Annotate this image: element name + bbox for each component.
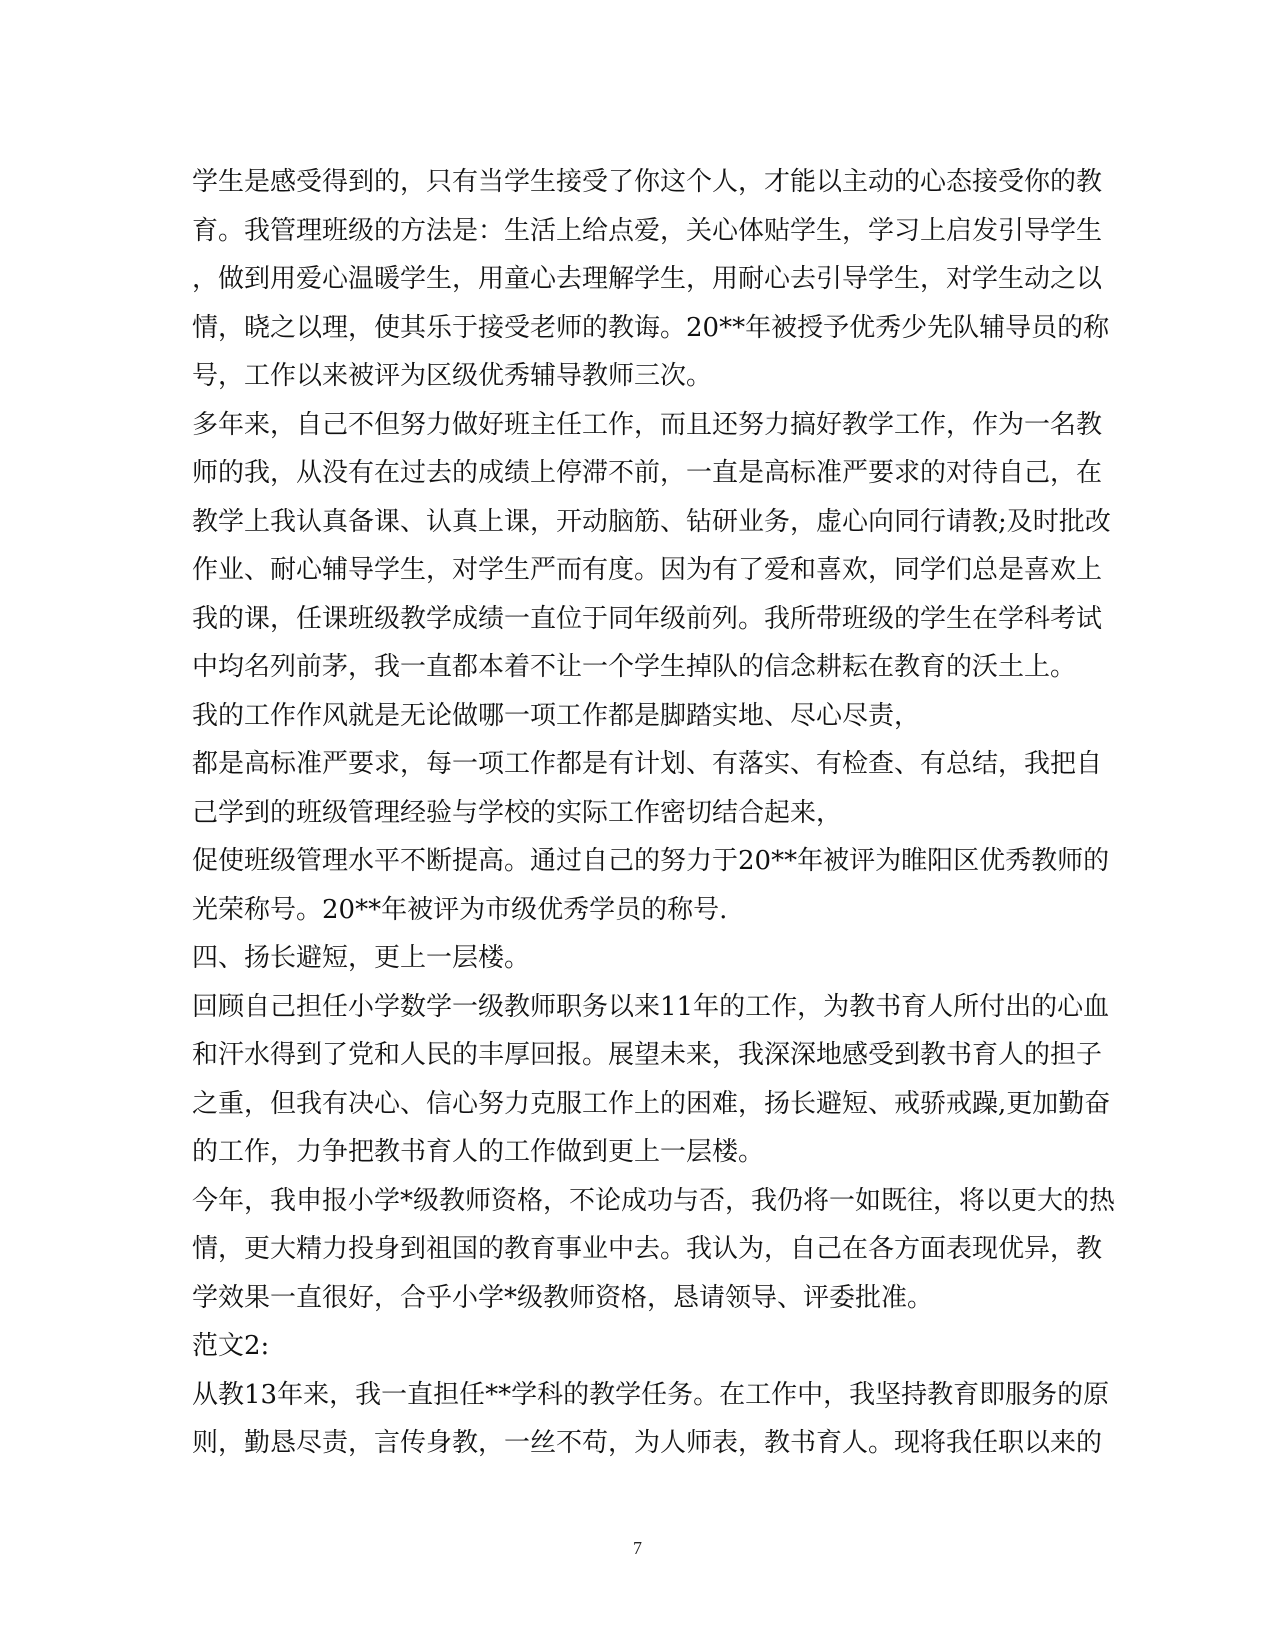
text-line: 从教13年来，我一直担任**学科的教学任务。在工作中，我坚持教育即服务的原 [192, 1379, 1110, 1410]
text-line: 的工作，力争把教书育人的工作做到更上一层楼。 [192, 1137, 765, 1167]
text-line: 则，勤恳尽责，言传身教，一丝不苟，为人师表，教书育人。现将我任职以来的 [192, 1428, 1103, 1458]
text-line: 育。我管理班级的方法是：生活上给点爱，关心体贴学生，学习上启发引导学生 [192, 215, 1103, 246]
text-line: 教学上我认真备课、认真上课，开动脑筋、钻研业务，虚心向同行请教;及时批改 [192, 506, 1111, 537]
text-line: 中均名列前茅，我一直都本着不让一个学生掉队的信念耕耘在教育的沃土上。 [192, 652, 1077, 682]
text-line: 回顾自己担任小学数学一级教师职务以来11年的工作，为教书育人所付出的心血 [192, 991, 1110, 1022]
text-line: 今年，我申报小学*级教师资格，不论成功与否，我仍将一如既往，将以更大的热 [192, 1185, 1116, 1216]
text-line: 我的课，任课班级教学成绩一直位于同年级前列。我所带班级的学生在学科考试 [192, 603, 1103, 634]
text-line: 作业、耐心辅导学生，对学生严而有度。因为有了爱和喜欢，同学们总是喜欢上 [192, 555, 1103, 585]
text-line: 之重，但我有决心、信心努力克服工作上的困难，扬长避短、戒骄戒躁,更加勤奋 [192, 1088, 1111, 1119]
text-line: 光荣称号。20**年被评为市级优秀学员的称号. [192, 894, 728, 925]
text-line: 我的工作作风就是无论做哪一项工作都是脚踏实地、尽心尽责， [192, 700, 921, 731]
text-line: 都是高标准严要求，每一项工作都是有计划、有落实、有检查、有总结，我把自 [192, 749, 1103, 779]
text-line: 多年来，自己不但努力做好班主任工作，而且还努力搞好教学工作，作为一名教 [192, 409, 1103, 440]
text-line: ，做到用爱心温暖学生，用童心去理解学生，用耐心去引导学生，对学生动之以 [192, 264, 1103, 294]
section-heading: 四、扬长避短，更上一层楼。 [192, 943, 531, 973]
text-line: 和汗水得到了党和人民的丰厚回报。展望未来，我深深地感受到教书育人的担子 [192, 1040, 1103, 1070]
text-line: 学效果一直很好，合乎小学*级教师资格，恳请领导、评委批准。 [192, 1282, 934, 1313]
sample-heading: 范文2: [192, 1331, 270, 1361]
text-line: 号，工作以来被评为区级优秀辅导教师三次。 [192, 361, 713, 391]
text-line: 情，更大精力投身到祖国的教育事业中去。我认为，自己在各方面表现优异，教 [192, 1234, 1103, 1264]
text-line: 己学到的班级管理经验与学校的实际工作密切结合起来， [192, 797, 843, 828]
page-number: 7 [633, 1538, 642, 1558]
body-text [192, 158, 1116, 1468]
text-line: 学生是感受得到的，只有当学生接受了你这个人，才能以主动的心态接受你的教 [192, 167, 1103, 197]
text-line: 促使班级管理水平不断提高。通过自己的努力于20**年被评为睢阳区优秀教师的 [192, 846, 1110, 876]
text-line: 师的我，从没有在过去的成绩上停滞不前，一直是高标准严要求的对待自己，在 [192, 458, 1103, 488]
text-line: 情，晓之以理，使其乐于接受老师的教诲。20**年被授予优秀少先队辅导员的称 [192, 312, 1110, 343]
